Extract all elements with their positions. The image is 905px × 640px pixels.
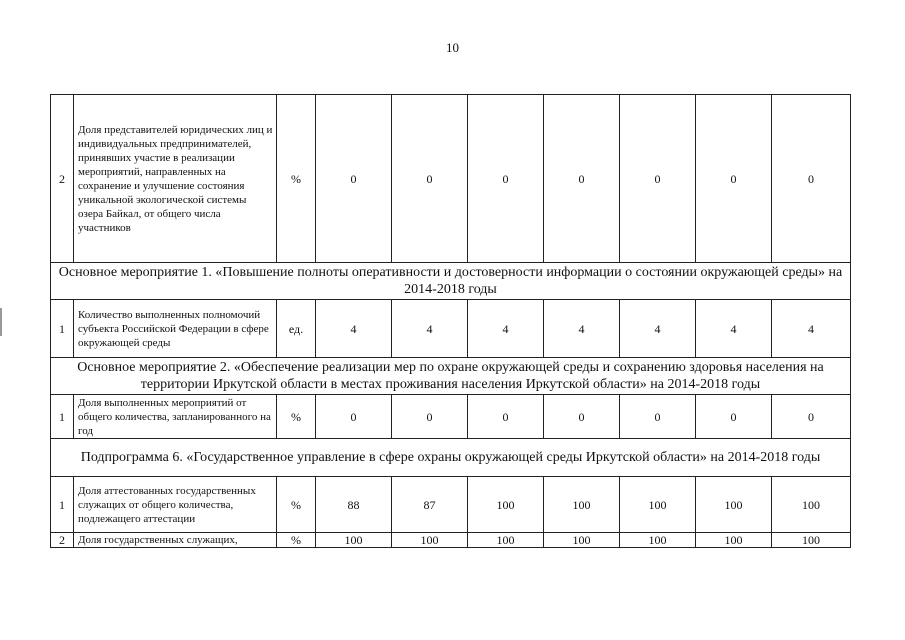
value-cell: 100 bbox=[544, 533, 620, 548]
indicator-name: Доля выполненных мероприятий от общего количества, запланированного на год bbox=[74, 395, 277, 439]
value-cell: 0 bbox=[316, 395, 392, 439]
value-cell: 0 bbox=[468, 395, 544, 439]
row-number: 1 bbox=[51, 477, 74, 533]
value-cell: 0 bbox=[620, 395, 696, 439]
value-cell: 0 bbox=[316, 95, 392, 263]
indicator-name: Доля представителей юридических лиц и индивидуальных предпринимателей, принявших участие в реализации мероприятий, направленных на сохранение и улучшение состояния уникальной экологической системы озера Байкал, от общего числа участников bbox=[74, 95, 277, 263]
value-cell: 4 bbox=[316, 300, 392, 358]
value-cell: 100 bbox=[316, 533, 392, 548]
value-cell: 4 bbox=[544, 300, 620, 358]
section-title: Подпрограмма 6. «Государственное управление в сфере охраны окружающей среды Иркутской области» на 2014-2018 годы bbox=[51, 439, 851, 477]
indicator-name: Доля аттестованных государственных служащих от общего количества, подлежащего аттестации bbox=[74, 477, 277, 533]
row-number: 2 bbox=[51, 95, 74, 263]
value-cell: 0 bbox=[544, 395, 620, 439]
value-cell: 0 bbox=[772, 395, 851, 439]
indicators-table bbox=[50, 94, 851, 548]
value-cell: 100 bbox=[696, 477, 772, 533]
value-cell: 100 bbox=[772, 477, 851, 533]
row-number: 2 bbox=[51, 533, 74, 548]
unit-cell: % bbox=[277, 533, 316, 548]
section-header-row bbox=[51, 358, 851, 395]
value-cell: 0 bbox=[772, 95, 851, 263]
value-cell: 4 bbox=[772, 300, 851, 358]
value-cell: 100 bbox=[392, 533, 468, 548]
scan-mark bbox=[0, 308, 2, 336]
value-cell: 0 bbox=[392, 395, 468, 439]
value-cell: 100 bbox=[772, 533, 851, 548]
value-cell: 0 bbox=[392, 95, 468, 263]
value-cell: 0 bbox=[468, 95, 544, 263]
value-cell: 0 bbox=[696, 95, 772, 263]
table-row bbox=[51, 477, 851, 533]
value-cell: 0 bbox=[696, 395, 772, 439]
value-cell: 100 bbox=[620, 533, 696, 548]
section-title: Основное мероприятие 2. «Обеспечение реализации мер по охране окружающей среды и сохранению здоровья населения на территории Иркутской области в местах проживания населения Иркутской области» на 2014-2018 годы bbox=[51, 358, 851, 395]
unit-cell: % bbox=[277, 477, 316, 533]
row-number: 1 bbox=[51, 395, 74, 439]
value-cell: 100 bbox=[468, 477, 544, 533]
section-header-row bbox=[51, 439, 851, 477]
value-cell: 0 bbox=[544, 95, 620, 263]
table-body bbox=[51, 95, 851, 548]
value-cell: 4 bbox=[620, 300, 696, 358]
value-cell: 4 bbox=[392, 300, 468, 358]
table-row bbox=[51, 395, 851, 439]
indicator-name: Количество выполненных полномочий субъекта Российской Федерации в сфере окружающей среды bbox=[74, 300, 277, 358]
value-cell: 100 bbox=[696, 533, 772, 548]
unit-cell: % bbox=[277, 395, 316, 439]
unit-cell: ед. bbox=[277, 300, 316, 358]
value-cell: 4 bbox=[696, 300, 772, 358]
table-row bbox=[51, 533, 851, 548]
value-cell: 0 bbox=[620, 95, 696, 263]
table-row bbox=[51, 300, 851, 358]
page-number: 10 bbox=[446, 40, 459, 55]
table-row bbox=[51, 95, 851, 263]
section-title: Основное мероприятие 1. «Повышение полноты оперативности и достоверности информации о состоянии окружающей среды» на 2014-2018 годы bbox=[51, 263, 851, 300]
value-cell: 87 bbox=[392, 477, 468, 533]
value-cell: 100 bbox=[468, 533, 544, 548]
value-cell: 4 bbox=[468, 300, 544, 358]
row-number: 1 bbox=[51, 300, 74, 358]
unit-cell: % bbox=[277, 95, 316, 263]
value-cell: 100 bbox=[544, 477, 620, 533]
value-cell: 88 bbox=[316, 477, 392, 533]
value-cell: 100 bbox=[620, 477, 696, 533]
section-header-row bbox=[51, 263, 851, 300]
indicator-name: Доля государственных служащих, bbox=[74, 533, 277, 548]
